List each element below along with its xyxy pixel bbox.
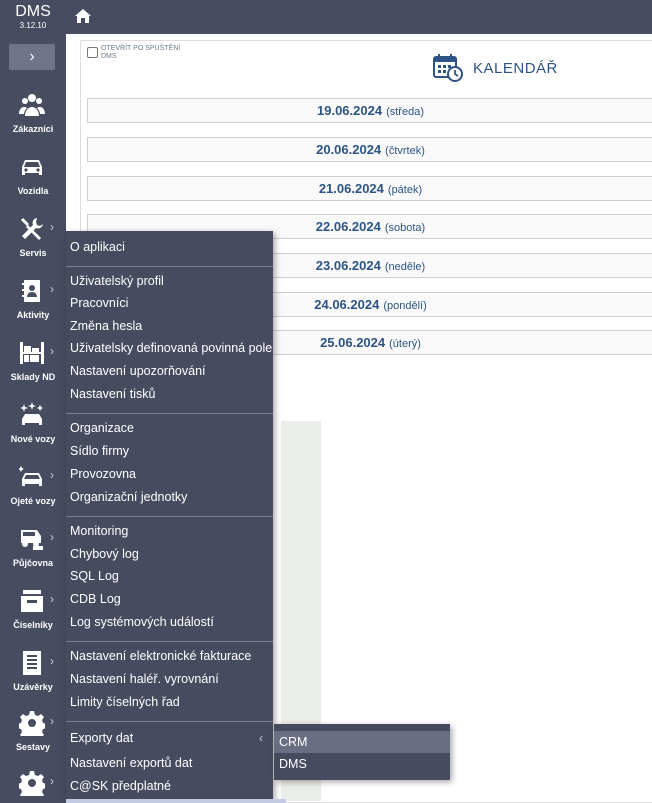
settings-icon — [19, 770, 45, 796]
day-date: 20.06.2024 — [316, 142, 382, 157]
archive-icon — [19, 588, 45, 614]
menu-item-notification-settings[interactable]: Nastavení upozorňování — [70, 364, 206, 378]
gear-icon — [19, 710, 45, 736]
day-date: 21.06.2024 — [318, 181, 384, 196]
chevron-right-icon: › — [29, 48, 35, 65]
sidebar-item-label: Zákazníci — [12, 124, 54, 134]
sidebar-item-vehicles[interactable] — [0, 150, 66, 208]
sidebar-item-label: Uzávěrky — [13, 682, 53, 692]
day-weekday: (středa) — [386, 106, 424, 118]
day-date: 23.06.2024 — [315, 258, 381, 273]
chevron-right-icon: › — [50, 282, 54, 296]
menu-item-organization[interactable]: Organizace — [70, 421, 134, 435]
sidebar-item-label: Servis — [19, 248, 47, 258]
chevron-right-icon: › — [50, 344, 54, 358]
menu-item-branch[interactable]: Provozovna — [70, 467, 137, 481]
menu-item-company-seat[interactable]: Sídlo firmy — [70, 444, 130, 458]
customers-icon — [19, 92, 45, 118]
brand — [0, 3, 66, 31]
sidebar-item-closings[interactable] — [0, 646, 66, 704]
menu-item-export-settings[interactable]: Nastavení exportů dat — [70, 756, 193, 770]
scroll-indicator — [66, 799, 286, 803]
menu-item-print-settings[interactable]: Nastavení tisků — [70, 387, 156, 401]
menu-item-change-password[interactable]: Změna hesla — [70, 319, 143, 333]
day-date: 22.06.2024 — [315, 219, 381, 234]
calendar-day[interactable] — [87, 137, 652, 162]
calendar-clock-icon — [433, 54, 463, 82]
menu-item-cdb-log[interactable]: CDB Log — [70, 592, 121, 606]
menu-separator — [66, 721, 273, 722]
open-on-start-checkbox[interactable] — [87, 47, 98, 58]
sidebar — [0, 0, 66, 803]
app-version: 3.12.10 — [19, 21, 47, 30]
menu-item-label: Exporty dat — [70, 731, 134, 745]
sidebar-item-label: Sestavy — [15, 742, 51, 752]
used-car-icon — [19, 464, 45, 490]
calendar-day[interactable] — [87, 98, 652, 123]
menu-item-csk-subscription[interactable]: C@SK předplatné — [70, 779, 171, 793]
car-icon — [19, 154, 45, 180]
menu-item-about[interactable]: O aplikaci — [70, 240, 125, 254]
sidebar-item-label: Ojeté vozy — [10, 496, 56, 506]
day-weekday: (neděle) — [384, 261, 426, 273]
menu-item-number-series-limits[interactable]: Limity číselných řad — [70, 695, 180, 709]
app-name: DMS — [15, 3, 51, 20]
calendar-title: KALENDÁŘ — [473, 59, 558, 77]
menu-item-org-units[interactable]: Organizační jednotky — [70, 490, 188, 504]
sidebar-item-label: Půjčovna — [12, 558, 53, 568]
data-exports-submenu — [274, 724, 450, 780]
expand-sidebar-button[interactable] — [9, 44, 55, 70]
submenu-item-crm[interactable]: CRM — [274, 731, 450, 753]
menu-item-error-log[interactable]: Chybový log — [70, 547, 139, 561]
sidebar-item-label: Sklady ND — [10, 372, 56, 382]
top-bar — [66, 0, 652, 34]
day-weekday: (pondělí) — [383, 300, 427, 312]
menu-item-user-profile[interactable]: Uživatelský profil — [70, 274, 164, 288]
menu-item-e-invoicing-settings[interactable]: Nastavení elektronické fakturace — [70, 649, 252, 663]
submenu-item-dms[interactable]: DMS — [279, 757, 307, 771]
day-weekday: (pátek) — [387, 184, 423, 196]
tools-icon — [19, 216, 45, 242]
sidebar-item-reports[interactable] — [0, 706, 66, 764]
sidebar-item-rental[interactable] — [0, 522, 66, 580]
sidebar-item-new-cars[interactable] — [0, 398, 66, 456]
warehouse-icon — [19, 340, 45, 366]
sidebar-item-activities[interactable] — [0, 274, 66, 332]
rental-icon — [19, 526, 45, 552]
sidebar-item-label: Číselníky — [13, 620, 53, 630]
chevron-right-icon: › — [50, 220, 54, 234]
chevron-right-icon: › — [50, 774, 54, 788]
notebook-icon — [19, 278, 45, 304]
sidebar-item-label: Aktivity — [16, 310, 50, 320]
ledger-icon — [19, 650, 45, 676]
calendar-day[interactable] — [87, 176, 652, 201]
menu-item-rounding-settings[interactable]: Nastavení haléř. vyrovnání — [70, 672, 219, 686]
settings-menu — [66, 231, 273, 801]
sidebar-item-service[interactable] — [0, 212, 66, 270]
menu-item-custom-required-fields[interactable]: Uživatelsky definovaná povinná pole — [70, 341, 273, 355]
chevron-right-icon: › — [50, 468, 54, 482]
sidebar-item-parts-warehouse[interactable] — [0, 336, 66, 394]
sidebar-item-label: Nové vozy — [10, 434, 56, 444]
home-icon[interactable] — [75, 9, 91, 23]
menu-item-monitoring[interactable]: Monitoring — [70, 524, 129, 538]
day-date: 24.06.2024 — [314, 297, 380, 312]
chevron-left-icon: ‹ — [259, 731, 263, 745]
sidebar-item-used-cars[interactable] — [0, 460, 66, 518]
menu-separator — [66, 641, 273, 642]
menu-item-employees[interactable]: Pracovníci — [70, 296, 129, 310]
menu-separator — [66, 266, 273, 267]
open-on-start-label: OTEVŘÍT PO SPUŠTĚNÍ DMS — [101, 45, 181, 60]
sidebar-item-settings[interactable] — [0, 766, 66, 803]
sidebar-item-customers[interactable] — [0, 88, 66, 146]
menu-item-sql-log[interactable]: SQL Log — [70, 569, 119, 583]
day-weekday: (sobota) — [384, 222, 426, 234]
sidebar-item-label: Vozidla — [17, 186, 49, 196]
sidebar-item-codebooks[interactable] — [0, 584, 66, 642]
chevron-right-icon: › — [50, 530, 54, 544]
day-weekday: (úterý) — [389, 338, 421, 350]
day-date: 19.06.2024 — [317, 103, 383, 118]
menu-item-system-events-log[interactable]: Log systémových událostí — [70, 615, 214, 629]
chevron-right-icon: › — [50, 592, 54, 606]
day-weekday: (čtvrtek) — [385, 145, 425, 157]
menu-separator — [66, 516, 273, 517]
menu-item-data-exports[interactable] — [70, 728, 273, 748]
calendar-header — [433, 53, 558, 83]
day-date: 25.06.2024 — [320, 335, 386, 350]
sparkle-car-icon — [19, 402, 45, 428]
chevron-right-icon: › — [50, 714, 54, 728]
menu-separator — [66, 413, 273, 414]
chevron-right-icon: › — [50, 654, 54, 668]
